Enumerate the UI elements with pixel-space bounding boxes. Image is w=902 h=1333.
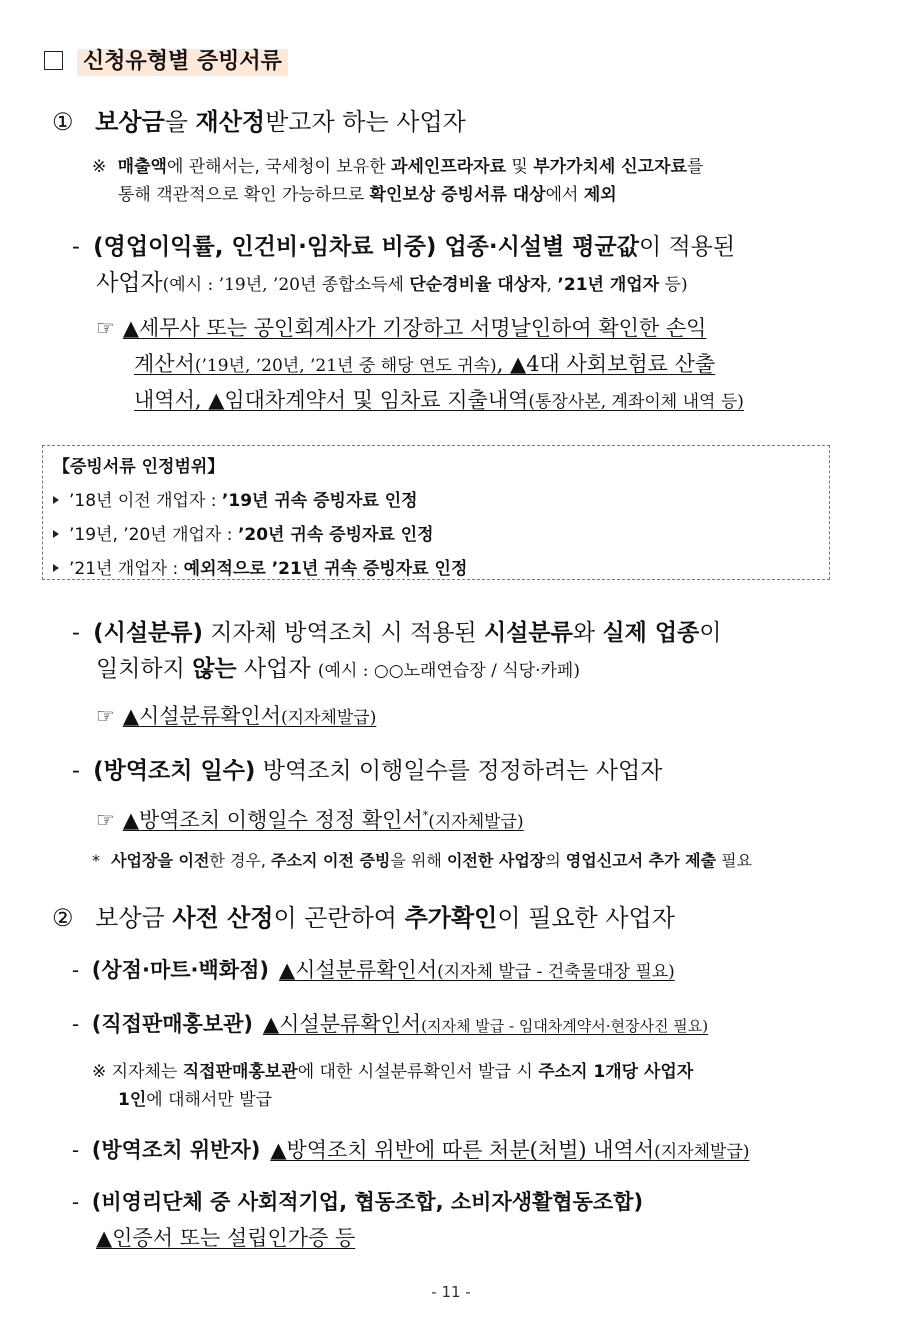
page-title: 신청유형별 증빙서류: [77, 49, 288, 76]
pointing-hand-icon: ☞: [96, 808, 115, 832]
item-nonprofit: - (비영리단체 중 사회적기업, 협동조합, 소비자생활협동조합): [72, 1190, 644, 1214]
footnote-relocation: * 사업장을 이전한 경우, 주소지 이전 증빙을 위해 이전한 사업장의 영업신고서 추가 제출 필요: [92, 851, 753, 870]
docs-quarantine-days: ☞ ▲방역조치 이행일수 정정 확인서*(지자체발급): [96, 808, 524, 832]
box-row: ’18년 이전 개업자 : ’19년 귀속 증빙자료 인정: [53, 486, 418, 511]
box-row: ’21년 개업자 : 예외적으로 ’21년 귀속 증빙자료 인정: [53, 554, 467, 579]
docs-average-2: 계산서(’19년, ’20년, ’21년 중 해당 연도 귀속), ▲4대 사회보험료 산출: [134, 352, 716, 376]
section-header: [44, 44, 288, 75]
item-direct-sales: - (직접판매홍보관) ▲시설분류확인서(지자체 발급 - 임대차계약서·현장사진 필요): [72, 1012, 709, 1036]
section-1-heading: ① 보상금을 재산정받고자 하는 사업자: [52, 108, 466, 136]
docs-average-3: 내역서, ▲임대차계약서 및 임차료 지출내역(통장사본, 계좌이체 내역 등): [134, 388, 744, 412]
note-sales-cont: 통해 객관적으로 확인 가능하므로 확인보상 증빙서류 대상에서 제외: [118, 185, 617, 205]
item-quarantine-days: - (방역조치 일수) 방역조치 이행일수를 정정하려는 사업자: [72, 758, 663, 784]
item-store-mart: - (상점·마트·백화점) ▲시설분류확인서(지자체 발급 - 건축물대장 필요): [72, 958, 675, 982]
item-average-values-cont: 사업자(예시 : ’19년, ’20년 종합소득세 단순경비율 대상자, ’21년 개업자 등): [96, 270, 688, 296]
section-2-heading: ② 보상금 사전 산정이 곤란하여 추가확인이 필요한 사업자: [52, 904, 675, 932]
note-direct-sales-cont: 1인에 대해서만 발급: [118, 1090, 273, 1110]
item-facility-class-cont: 일치하지 않는 사업자 (예시 : ○○노래연습장 / 식당·카페): [96, 656, 580, 682]
triangle-bullet-icon: [53, 564, 59, 572]
docs-facility: ☞ ▲시설분류확인서(지자체발급): [96, 704, 377, 728]
item-violators: - (방역조치 위반자) ▲방역조치 위반에 따른 처분(처벌) 내역서(지자체발급): [72, 1138, 750, 1162]
page-number: - 11 -: [431, 1283, 471, 1301]
triangle-bullet-icon: [53, 530, 59, 538]
docs-nonprofit: ▲인증서 또는 설립인가증 등: [96, 1226, 356, 1250]
pointing-hand-icon: ☞: [96, 316, 115, 340]
pointing-hand-icon: ☞: [96, 704, 115, 728]
item-average-values: - (영업이익률, 인건비·임차료 비중) 업종·시설별 평균값이 적용된: [72, 234, 736, 260]
docs-average-1: ☞ ▲세무사 또는 공인회계사가 기장하고 서명날인하여 확인한 손익: [96, 316, 707, 340]
box-row: ’19년, ’20년 개업자 : ’20년 귀속 증빙자료 인정: [53, 520, 434, 545]
checkbox-square-icon: [44, 51, 63, 70]
note-direct-sales: ※ 지자체는 직접판매홍보관에 대한 시설분류확인서 발급 시 주소지 1개당 사업자: [92, 1062, 694, 1082]
item-facility-class: - (시설분류) 지자체 방역조치 시 적용된 시설분류와 실제 업종이: [72, 620, 722, 646]
recognition-range-box: [42, 445, 830, 580]
triangle-bullet-icon: [53, 496, 59, 504]
box-header: 【증빙서류 인정범위】: [53, 457, 225, 477]
note-sales: ※ 매출액에 관해서는, 국세청이 보유한 과세인프라자료 및 부가가치세 신고자료를: [92, 157, 704, 177]
